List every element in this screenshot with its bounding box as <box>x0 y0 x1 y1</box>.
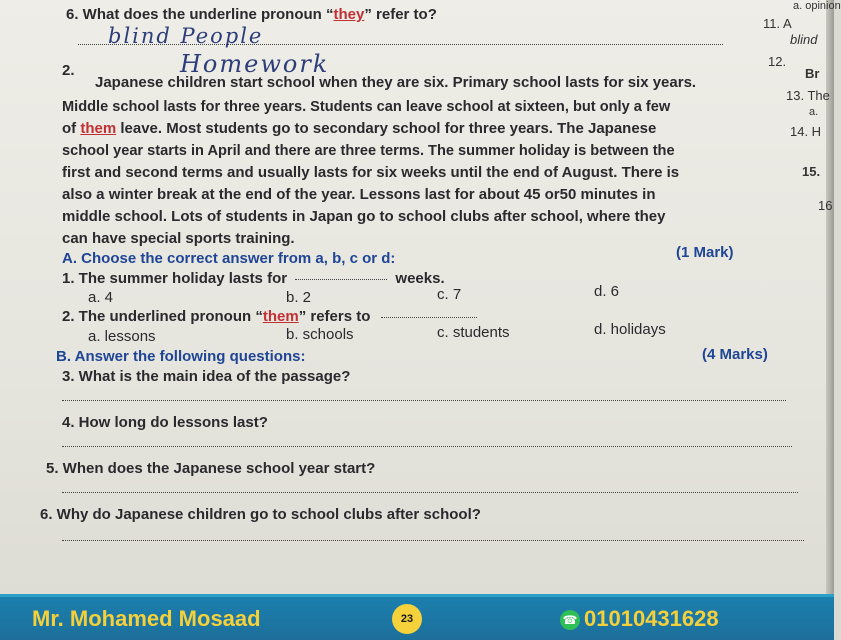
q2-option-d[interactable]: d. holidays <box>594 321 666 338</box>
margin-text-2: 11. A <box>763 16 792 31</box>
margin-text-1: a. opinion <box>793 0 841 12</box>
q2-text-before: 2. The underlined pronoun “ <box>62 308 263 325</box>
phone-number <box>560 606 719 632</box>
q6-handwritten-answer: blind People <box>108 24 264 48</box>
passage-them-underlined: them <box>80 120 117 137</box>
passage-line-4: school year starts in April and there are three terms. The summer holiday is between the <box>62 143 675 159</box>
passage-line-3-rest: leave. Most students go to secondary school for three years. The Japanese <box>120 120 657 137</box>
footer-bar <box>0 594 834 640</box>
margin-text-10: 16 <box>818 198 833 213</box>
q6-pronoun: they <box>333 6 365 23</box>
section-b-marks: (4 Marks) <box>702 346 768 363</box>
whatsapp-phone-icon: ☎ <box>560 610 580 630</box>
passage-line-7: middle school. Lots of students in Japan go to school clubs after school, where they <box>62 208 666 225</box>
q1-option-a[interactable]: a. 4 <box>88 289 114 306</box>
section-a-marks: (1 Mark) <box>676 244 734 261</box>
q5-question: 5. When does the Japanese school year start? <box>46 460 376 477</box>
passage-line-2: Middle school lasts for three years. Students can leave school at sixteen, but only a few <box>62 99 671 115</box>
q3-question: 3. What is the main idea of the passage? <box>62 368 351 385</box>
passage-line-8: can have special sports training. <box>62 230 295 247</box>
q1-option-c[interactable]: c. 7 <box>437 286 462 303</box>
margin-text-6: 13. The <box>786 88 830 103</box>
phone-number-text: 01010431628 <box>584 606 719 631</box>
passage-number: 2. <box>62 62 75 79</box>
passage-line-1: Japanese children start school when they are six. Primary school lasts for six years. <box>95 74 697 91</box>
q6-answer-line <box>78 44 723 45</box>
q1-question <box>62 270 445 288</box>
q4-answer-line[interactable] <box>62 446 792 447</box>
margin-text-4: 12. <box>768 54 787 69</box>
page-number: 23 <box>392 604 422 634</box>
margin-text-5: Br <box>805 66 820 81</box>
q6-text-after: ” refer to? <box>364 6 437 23</box>
q6b-question: 6. Why do Japanese children go to school clubs after school? <box>40 506 481 523</box>
q2-option-b[interactable]: b. schools <box>286 326 354 343</box>
q1-option-d[interactable]: d. 6 <box>594 283 620 300</box>
q3-answer-line[interactable] <box>62 400 786 401</box>
margin-text-3: blind <box>790 32 818 47</box>
q2-blank[interactable] <box>381 317 477 318</box>
q2-text-after: ” refers to <box>298 308 371 325</box>
q1-text-after: weeks. <box>395 270 445 287</box>
q4-question: 4. How long do lessons last? <box>62 414 268 431</box>
margin-text-7: a. <box>809 106 819 118</box>
q2-question <box>62 308 477 326</box>
passage-handwritten-note: Homework <box>180 50 330 78</box>
q1-text-before: 1. The summer holiday lasts for <box>62 270 288 287</box>
passage-line-6: also a winter break at the end of the year. Lessons last for about 45 or50 minutes in <box>62 186 656 203</box>
q2-pronoun: them <box>262 308 299 325</box>
section-b-title: B. Answer the following questions: <box>56 348 306 365</box>
q5-answer-line[interactable] <box>62 492 798 493</box>
passage-line-3 <box>62 120 656 138</box>
q6-question <box>66 6 437 24</box>
passage-line-5: first and second terms and usually lasts for six weeks until the end of August. There is <box>62 164 680 181</box>
passage-line-3-prefix: of <box>62 120 77 137</box>
q1-option-b[interactable]: b. 2 <box>286 289 312 306</box>
q1-blank[interactable] <box>295 279 387 280</box>
section-a-title: A. Choose the correct answer from a, b, c or d: <box>62 250 396 267</box>
margin-text-9: 15. <box>802 164 821 179</box>
q2-option-c[interactable]: c. students <box>437 324 510 341</box>
q6b-answer-line[interactable] <box>62 540 804 541</box>
q6-text-before: 6. What does the underline pronoun “ <box>66 6 334 23</box>
teacher-name: Mr. Mohamed Mosaad <box>32 606 261 631</box>
q2-option-a[interactable]: a. lessons <box>88 328 156 345</box>
margin-text-8: 14. H <box>790 124 822 139</box>
